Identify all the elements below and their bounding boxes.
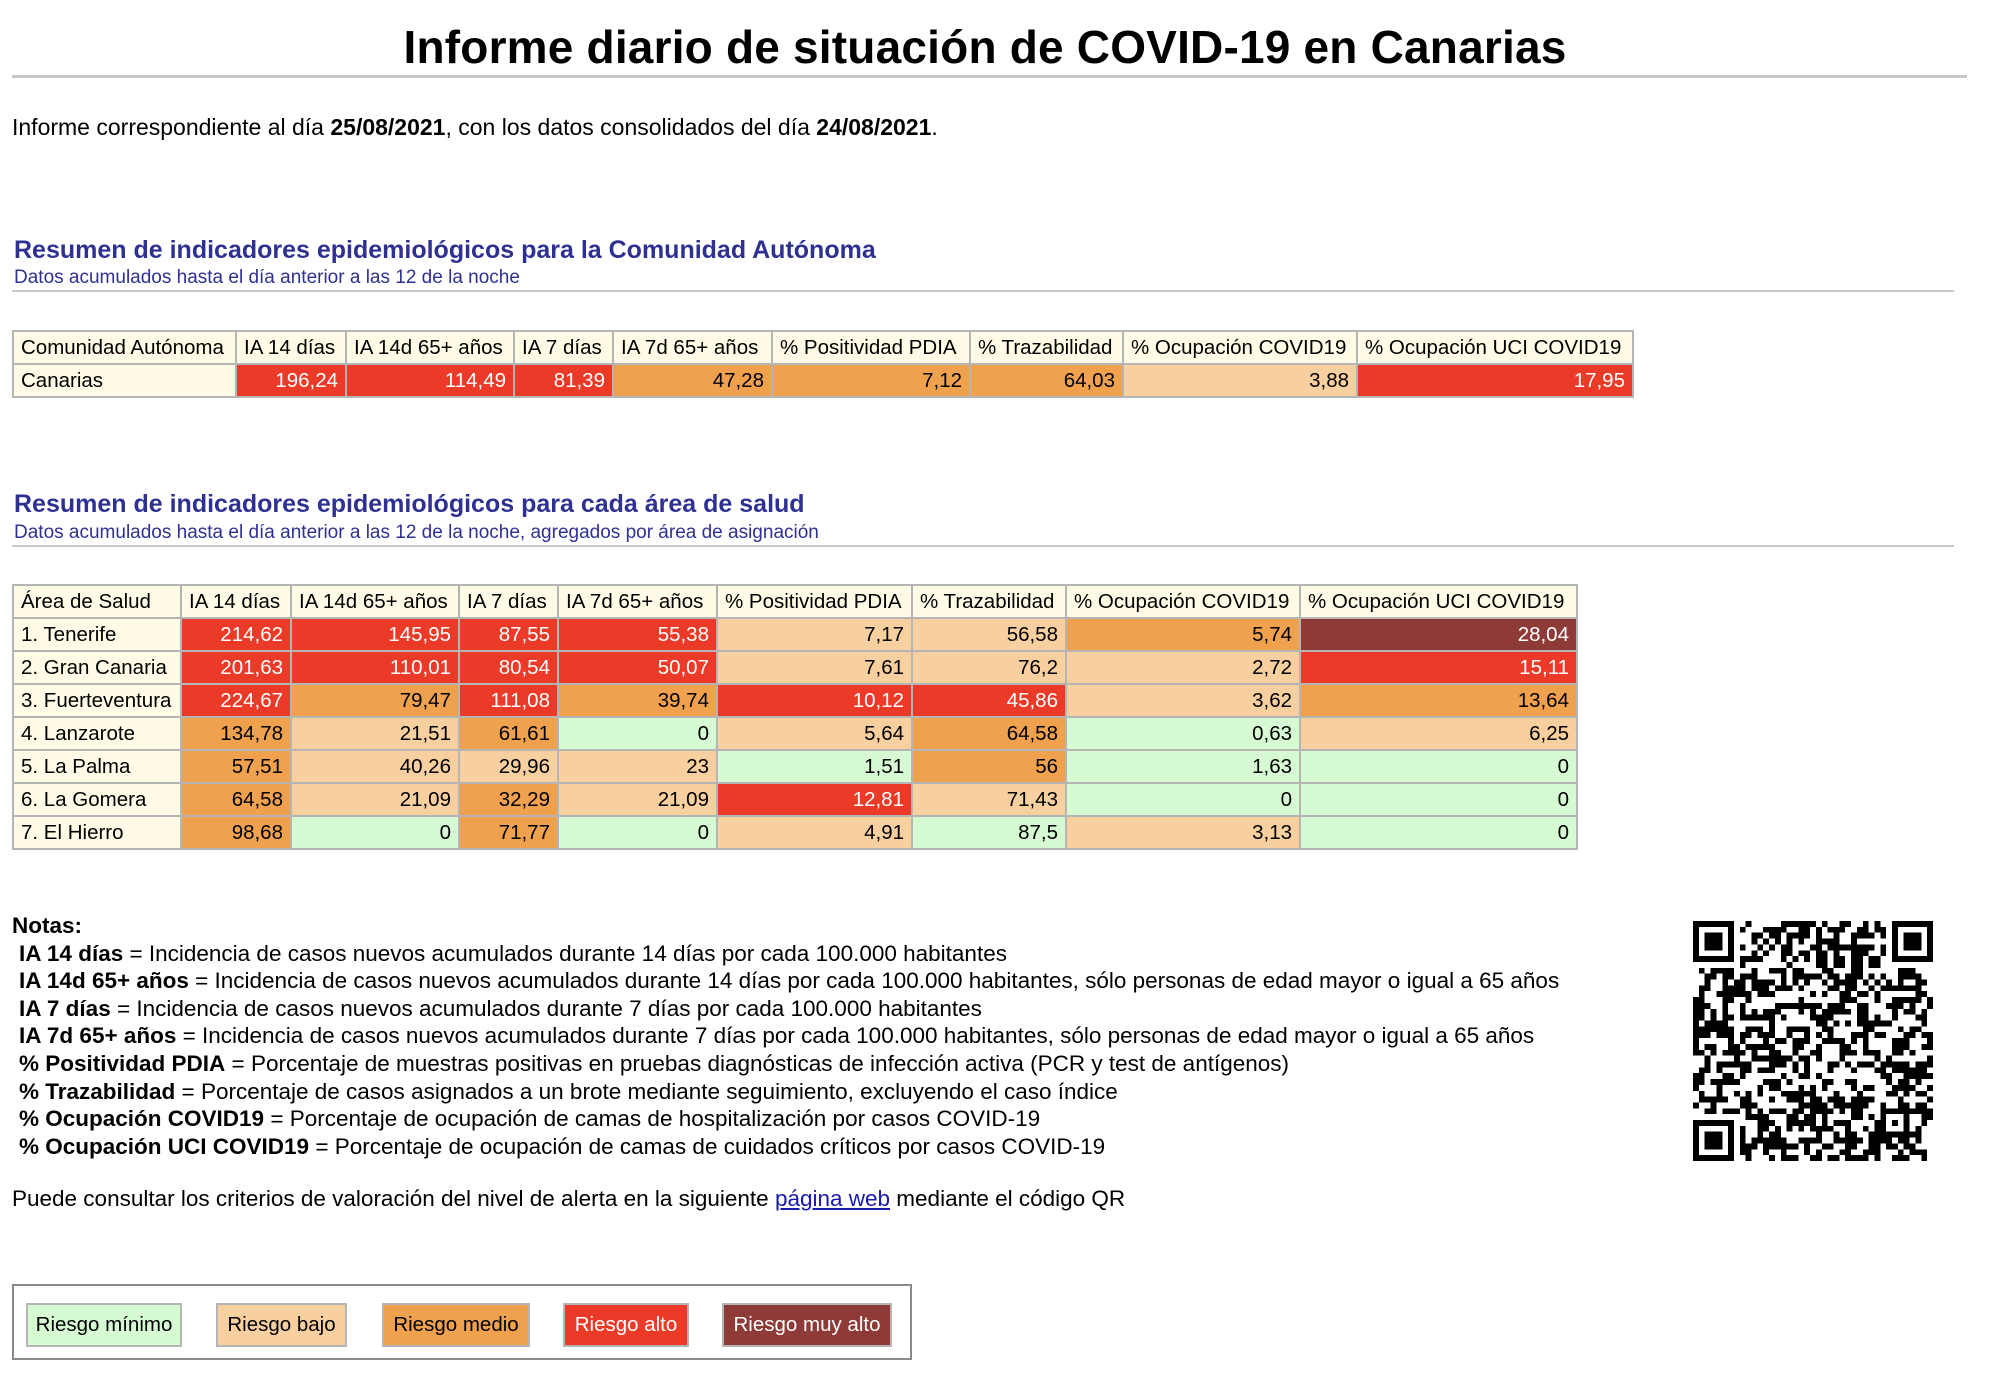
area-row: [13, 717, 1577, 750]
report-middle: , con los datos consolidados del día: [445, 114, 817, 140]
note-definition: = Porcentaje de muestras positivas en pruebas diagnósticas de infección activa (PCR y test de antígenos): [225, 1050, 1290, 1076]
column-header: % Trazabilidad: [970, 331, 1123, 364]
legend-minimal-risk: Riesgo mínimo: [26, 1303, 182, 1347]
note-definition: = Porcentaje de casos asignados a un brote mediante seguimiento, excluyendo el caso índice: [175, 1078, 1118, 1104]
indicator-cell: 7,17: [717, 618, 912, 651]
indicator-cell: 28,04: [1300, 618, 1577, 651]
indicator-cell: 61,61: [459, 717, 558, 750]
indicator-cell: 0: [1066, 783, 1300, 816]
report-date: 25/08/2021: [330, 114, 446, 140]
row-name-cell: 3. Fuerteventura: [13, 684, 181, 717]
indicator-cell: 1,51: [717, 750, 912, 783]
web-page-link[interactable]: página web: [774, 1186, 891, 1211]
indicator-cell: 76,2: [912, 651, 1066, 684]
table-header-row: [13, 331, 1633, 364]
note-term: % Ocupación COVID19: [19, 1106, 265, 1132]
indicator-cell: 56,58: [912, 618, 1066, 651]
area-section-title: Resumen de indicadores epidemiológicos para cada área de salud: [14, 490, 805, 518]
column-header: Comunidad Autónoma: [13, 331, 236, 364]
indicator-cell: 5,64: [717, 717, 912, 750]
note-term: % Ocupación UCI COVID19: [19, 1133, 310, 1159]
row-name-cell: 2. Gran Canaria: [13, 651, 181, 684]
indicator-cell: 10,12: [717, 684, 912, 717]
note-item: [12, 940, 1559, 968]
indicator-cell: 17,95: [1357, 364, 1633, 397]
indicator-cell: 71,77: [459, 816, 558, 849]
indicator-cell: 13,64: [1300, 684, 1577, 717]
note-item: [12, 1133, 1559, 1161]
note-term: IA 7d 65+ años: [19, 1023, 177, 1049]
indicator-cell: 0,63: [1066, 717, 1300, 750]
note-definition: = Porcentaje de ocupación de camas de hospitalización por casos COVID-19: [264, 1106, 1041, 1132]
indicator-cell: 98,68: [181, 816, 291, 849]
column-header: IA 14 días: [236, 331, 346, 364]
region-indicators-table: [12, 330, 1634, 398]
indicator-cell: 145,95: [291, 618, 459, 651]
area-row: [13, 750, 1577, 783]
consult-suffix: mediante el código QR: [890, 1186, 1126, 1211]
row-name-cell: Canarias: [13, 364, 236, 397]
area-indicators-table: [12, 584, 1578, 850]
indicator-cell: 3,88: [1123, 364, 1357, 397]
risk-legend: [12, 1284, 912, 1360]
indicator-cell: 64,58: [912, 717, 1066, 750]
note-item: [12, 1022, 1559, 1050]
note-term: % Positividad PDIA: [19, 1050, 226, 1076]
indicator-cell: 40,26: [291, 750, 459, 783]
notes-block: [12, 912, 1559, 1160]
indicator-cell: 45,86: [912, 684, 1066, 717]
region-section-title: Resumen de indicadores epidemiológicos para la Comunidad Autónoma: [14, 236, 876, 264]
indicator-cell: 3,62: [1066, 684, 1300, 717]
note-definition: = Incidencia de casos nuevos acumulados durante 7 días por cada 100.000 habitantes: [110, 995, 982, 1021]
column-header: IA 7 días: [459, 585, 558, 618]
area-row: [13, 618, 1577, 651]
note-definition: = Porcentaje de ocupación de camas de cuidados críticos por casos COVID-19: [309, 1133, 1106, 1159]
consult-line: [12, 1186, 1125, 1212]
consult-prefix: Puede consultar los criterios de valoración del nivel de alerta en la siguiente: [12, 1186, 775, 1211]
indicator-cell: 55,38: [558, 618, 717, 651]
column-header: IA 14d 65+ años: [291, 585, 459, 618]
indicator-cell: 80,54: [459, 651, 558, 684]
indicator-cell: 224,67: [181, 684, 291, 717]
column-header: IA 7 días: [514, 331, 613, 364]
note-term: IA 7 días: [19, 995, 111, 1021]
indicator-cell: 32,29: [459, 783, 558, 816]
area-row: [13, 783, 1577, 816]
indicator-cell: 7,61: [717, 651, 912, 684]
report-date-line: [12, 114, 938, 141]
region-section-subtitle: Datos acumulados hasta el día anterior a las 12 de la noche: [14, 267, 520, 288]
indicator-cell: 39,74: [558, 684, 717, 717]
indicator-cell: 79,47: [291, 684, 459, 717]
indicator-cell: 0: [558, 717, 717, 750]
indicator-cell: 214,62: [181, 618, 291, 651]
indicator-cell: 81,39: [514, 364, 613, 397]
column-header: % Ocupación COVID19: [1123, 331, 1357, 364]
indicator-cell: 2,72: [1066, 651, 1300, 684]
column-header: % Ocupación UCI COVID19: [1300, 585, 1577, 618]
indicator-cell: 29,96: [459, 750, 558, 783]
column-header: % Positividad PDIA: [717, 585, 912, 618]
note-definition: = Incidencia de casos nuevos acumulados durante 7 días por cada 100.000 habitantes, sólo personas de edad mayor o igual a 65 años: [176, 1023, 1535, 1049]
area-section-divider: [12, 545, 1954, 547]
note-item: [12, 967, 1559, 995]
indicator-cell: 6,25: [1300, 717, 1577, 750]
indicator-cell: 64,58: [181, 783, 291, 816]
indicator-cell: 110,01: [291, 651, 459, 684]
column-header: % Ocupación UCI COVID19: [1357, 331, 1633, 364]
indicator-cell: 111,08: [459, 684, 558, 717]
indicator-cell: 71,43: [912, 783, 1066, 816]
note-definition: = Incidencia de casos nuevos acumulados durante 14 días por cada 100.000 habitantes, sólo personas de edad mayor o igual a 65 años: [188, 968, 1560, 994]
indicator-cell: 56: [912, 750, 1066, 783]
row-name-cell: 1. Tenerife: [13, 618, 181, 651]
data-date: 24/08/2021: [816, 114, 932, 140]
title-divider: [12, 75, 1967, 78]
area-section-subtitle: Datos acumulados hasta el día anterior a las 12 de la noche, agregados por área de asignación: [14, 522, 819, 543]
region-section-divider: [12, 290, 1954, 292]
row-name-cell: 4. Lanzarote: [13, 717, 181, 750]
area-row: [13, 816, 1577, 849]
indicator-cell: 0: [1300, 816, 1577, 849]
column-header: Área de Salud: [13, 585, 181, 618]
column-header: IA 14 días: [181, 585, 291, 618]
indicator-cell: 23: [558, 750, 717, 783]
indicator-cell: 7,12: [772, 364, 970, 397]
notes-heading: Notas:: [12, 913, 83, 938]
indicator-cell: 134,78: [181, 717, 291, 750]
column-header: IA 7d 65+ años: [558, 585, 717, 618]
note-term: IA 14 días: [19, 940, 124, 966]
indicator-cell: 21,09: [558, 783, 717, 816]
report-suffix: .: [931, 114, 938, 140]
indicator-cell: 57,51: [181, 750, 291, 783]
legend-low-risk: Riesgo bajo: [216, 1303, 347, 1347]
area-row: [13, 684, 1577, 717]
indicator-cell: 4,91: [717, 816, 912, 849]
indicator-cell: 3,13: [1066, 816, 1300, 849]
note-definition: = Incidencia de casos nuevos acumulados durante 14 días por cada 100.000 habitantes: [123, 940, 1007, 966]
area-row: [13, 651, 1577, 684]
indicator-cell: 15,11: [1300, 651, 1577, 684]
note-term: IA 14d 65+ años: [19, 968, 189, 994]
column-header: % Trazabilidad: [912, 585, 1066, 618]
note-term: % Trazabilidad: [19, 1078, 176, 1104]
indicator-cell: 196,24: [236, 364, 346, 397]
legend-medium-risk: Riesgo medio: [382, 1303, 530, 1347]
indicator-cell: 47,28: [613, 364, 772, 397]
legend-very-high-risk: Riesgo muy alto: [722, 1303, 892, 1347]
indicator-cell: 87,55: [459, 618, 558, 651]
row-name-cell: 5. La Palma: [13, 750, 181, 783]
indicator-cell: 50,07: [558, 651, 717, 684]
indicator-cell: 64,03: [970, 364, 1123, 397]
column-header: IA 14d 65+ años: [346, 331, 514, 364]
indicator-cell: 5,74: [1066, 618, 1300, 651]
table-header-row: [13, 585, 1577, 618]
row-name-cell: 7. El Hierro: [13, 816, 181, 849]
indicator-cell: 0: [291, 816, 459, 849]
indicator-cell: 1,63: [1066, 750, 1300, 783]
note-item: [12, 1105, 1559, 1133]
indicator-cell: 12,81: [717, 783, 912, 816]
note-item: [12, 1050, 1559, 1078]
indicator-cell: 0: [558, 816, 717, 849]
indicator-cell: 87,5: [912, 816, 1066, 849]
column-header: % Positividad PDIA: [772, 331, 970, 364]
page-title: Informe diario de situación de COVID-19 en Canarias: [403, 21, 1567, 73]
note-item: [12, 995, 1559, 1023]
column-header: % Ocupación COVID19: [1066, 585, 1300, 618]
legend-high-risk: Riesgo alto: [563, 1303, 689, 1347]
indicator-cell: 21,09: [291, 783, 459, 816]
indicator-cell: 0: [1300, 750, 1577, 783]
report-prefix: Informe correspondiente al día: [12, 114, 331, 140]
indicator-cell: 21,51: [291, 717, 459, 750]
indicator-cell: 0: [1300, 783, 1577, 816]
indicator-cell: 201,63: [181, 651, 291, 684]
qr-code: [1693, 921, 1933, 1161]
indicator-cell: 114,49: [346, 364, 514, 397]
region-row: [13, 364, 1633, 397]
note-item: [12, 1078, 1559, 1106]
row-name-cell: 6. La Gomera: [13, 783, 181, 816]
column-header: IA 7d 65+ años: [613, 331, 772, 364]
